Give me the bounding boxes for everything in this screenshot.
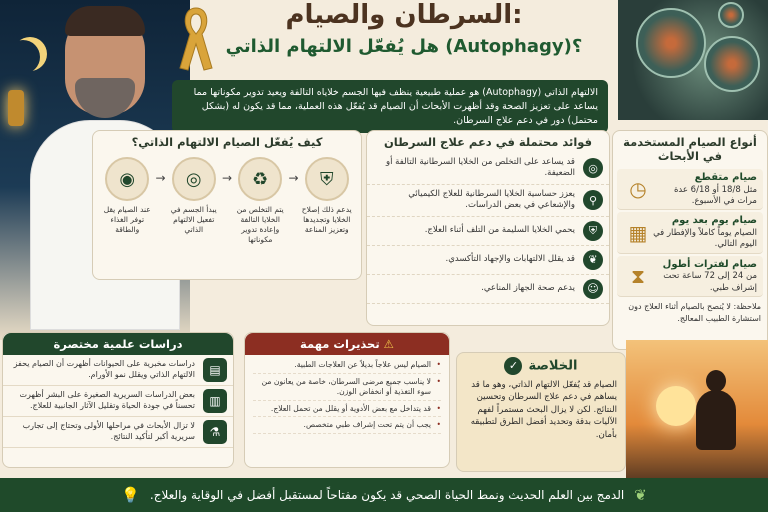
list-item: ⚲ يعزز حساسية الخلايا السرطانية للعلاج الكيميائي والإشعاعي في بعض الدراسات. [367, 185, 609, 217]
list-item: صيام متقطع مثل 18/8 أو 6/18 عدة مرات في الأسبوع. ◷ [617, 169, 763, 210]
test-tube-icon: ⚗ [203, 420, 227, 444]
shield-icon: ⛨ [305, 157, 349, 201]
step-3: ◎ يبدأ الجسم في تفعيل الالتهام الذاتي [166, 157, 222, 246]
how-title: كيف يُفعّل الصيام الالتهام الذاتي؟ [131, 135, 323, 149]
arrow-icon: → [155, 171, 166, 185]
arrow-icon: → [221, 171, 233, 185]
benefits-title: فوائد محتملة في دعم علاج السرطان [383, 135, 593, 149]
footer-banner [0, 478, 768, 512]
list-item: ▤ دراسات مخبرية على الحيوانات أظهرت أن الصيام يحفز الالتهام الذاتي ويقلل نمو الأورام. [3, 355, 233, 386]
footer-text: الدمج بين العلم الحديث ونمط الحياة الصحي قد يكون مفتاحاً لمستقبل أفضل في الوقاية والعلاج. [149, 488, 625, 502]
warnings-title: ⚠ تحذيرات مهمة [245, 333, 449, 355]
studies-panel [2, 332, 234, 468]
check-icon: ✓ [504, 357, 522, 375]
step-1: ⛨ يدعم ذلك إصلاح الخلايا وتجديدها وتعزيز المناعة [299, 157, 355, 246]
list-item: ⚗ لا تزال الأبحاث في مراحلها الأولى وتحتاج إلى تجارب سريرية أكبر لتأكيد النتائج. [3, 417, 233, 448]
warning-icon: ⚠ [383, 337, 394, 351]
conclusion-title: الخلاصة✓ [457, 353, 625, 379]
list-item: • يجب أن يتم تحت إشراف طبي متخصص. [253, 417, 441, 434]
lightbulb-icon: 💡 [121, 486, 140, 504]
lantern-icon [8, 90, 24, 126]
calendar-icon: ▦ [628, 220, 648, 245]
list-item: ▥ بعض الدراسات السريرية الصغيرة على البشر أظهرت تحسناً في جودة الحياة وتقليل الآثار الجانبية للعلاج. [3, 386, 233, 417]
cell-icon: ◉ [105, 157, 149, 201]
microscope-icon: ⚲ [583, 190, 603, 210]
fasting-types-panel [612, 130, 768, 350]
recycle-icon: ♻ [238, 157, 282, 201]
steps-row [93, 153, 361, 246]
benefits-panel [366, 130, 610, 326]
warnings-panel [244, 332, 450, 468]
arrow-icon: → [288, 171, 299, 185]
hourglass-icon: ⧗ [630, 264, 646, 289]
step-4: ◉ عند الصيام يقل توفر الغذاء والطاقة [99, 157, 155, 246]
intro-box: الالتهام الذاتي (Autophagy) هو عملية طبيعية ينظف فيها الجسم خلاياه التالفة ويعيد تدوير مكوناتها مما يساعد على تعزيز الصحة وقد أظهرت الأبحاث أن الصيام قد يُفعّل هذه العملية، مما قد يكون له (بشكل محتمل) دور في دعم علاج السرطان. [172, 80, 608, 133]
list-item: ❦ قد يقلل الالتهابات والإجهاد التأكسدي. [367, 246, 609, 275]
meditation-illustration [626, 340, 768, 480]
conclusion-panel [456, 352, 626, 472]
shield-icon: ⛨ [583, 221, 603, 241]
page-subtitle: هل يُفعّل الالتهام الذاتي (Autophagy)؟ [225, 36, 583, 57]
conclusion-text: الصيام قد يُفعّل الالتهام الذاتي، وهو ما قد يساهم في دعم علاج السرطان وتحسين النتائج. لكن لا يزال البحث مستمراً لفهم الآليات بدقة وتحديد أفضل الطرق لتطبيقه بأمان. [470, 380, 617, 440]
page-title: السرطان والصيام: [285, 0, 523, 30]
list-item: • الصيام ليس علاجاً بديلاً عن العلاجات الطبية. [253, 357, 441, 374]
cells-illustration [618, 0, 768, 120]
studies-title: دراسات علمية مختصرة [3, 333, 233, 355]
leaf-icon: ❦ [583, 250, 603, 270]
header [200, 0, 608, 57]
step-2: ♻ يتم التخلص من الخلايا التالفة وإعادة تدوير مكوناتها [232, 157, 288, 246]
target-icon: ◎ [583, 158, 603, 178]
clock-icon: ◷ [629, 177, 647, 202]
list-item: • قد يتداخل مع بعض الأدوية أو يقلل من تحمل العلاج. [253, 401, 441, 418]
types-title: أنواع الصيام المستخدمة في الأبحاث [623, 135, 757, 163]
person-icon: ☺ [583, 279, 603, 299]
warnings-list [245, 355, 449, 436]
cell-icon: ◎ [172, 157, 216, 201]
book-icon: ▤ [203, 358, 227, 382]
list-item: ⛨ يحمي الخلايا السليمة من التلف أثناء العلاج. [367, 217, 609, 246]
types-note: ملاحظة: لا يُنصح بالصيام أثناء العلاج دون استشارة الطبيب المعالج. [628, 302, 761, 323]
list-item: ☺ يدعم صحة الجهاز المناعي. [367, 275, 609, 304]
leaf-icon: ❦ [634, 486, 647, 504]
meditating-person-icon [688, 370, 744, 470]
chart-icon: ▥ [203, 389, 227, 413]
list-item: صيام لفترات أطول من 24 إلى 72 ساعة تحت إشراف طبي. ⧗ [617, 256, 763, 297]
list-item: صيام يوم بعد يوم الصيام يوماً كاملاً والإفطار في اليوم التالي. ▦ [617, 212, 763, 253]
how-panel [92, 130, 362, 280]
list-item: ◎ قد يساعد على التخلص من الخلايا السرطانية التالفة أو الضعيفة. [367, 153, 609, 185]
list-item: • لا يناسب جميع مرضى السرطان، خاصة من يعانون من سوء التغذية أو انخفاض الوزن. [253, 374, 441, 401]
